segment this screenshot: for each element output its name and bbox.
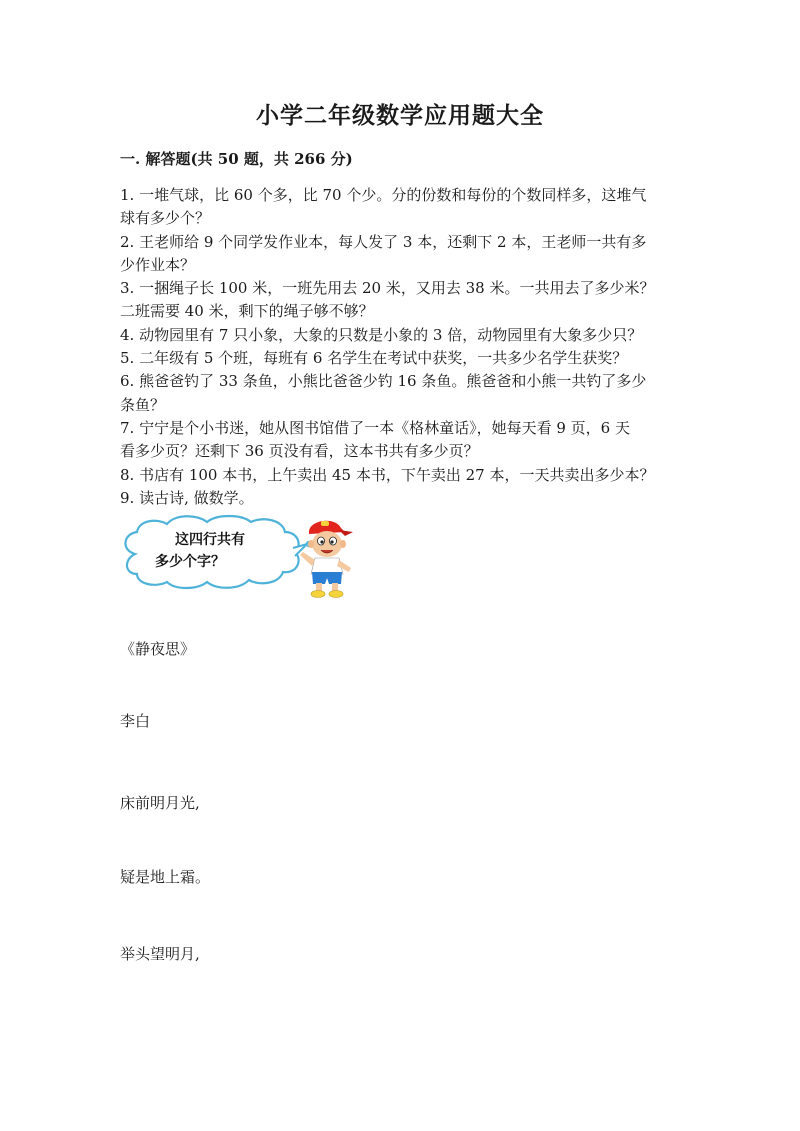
poem-author: 李白 [120, 712, 151, 730]
question-line: 5. 二年级有 5 个班，每班有 6 名学生在考试中获奖，一共多少名学生获奖？ [120, 349, 628, 368]
question-line: 2. 王老师给 9 个同学发作业本，每人发了 3 本，还剩下 2 本，王老师一共有多 [120, 232, 647, 251]
poem-line: 举头望明月, [120, 945, 200, 963]
question-line: 球有多少个？ [120, 209, 211, 228]
question-line: 6. 熊爸爸钓了 33 条鱼，小熊比爸爸少钓 16 条鱼。熊爸爸和小熊一共钓了多少 [120, 372, 647, 391]
question-line: 1. 一堆气球，比 60 个多，比 70 个少。分的份数和每份的个数同样多，这堆气 [120, 186, 647, 204]
question-line: 二班需要 40 米，剩下的绳子够不够？ [120, 302, 374, 321]
poem-title: 《静夜思》 [120, 640, 196, 658]
section-header: 一. 解答题(共 50 题，共 266 分) [120, 150, 353, 168]
question-line: 少作业本？ [120, 255, 196, 274]
question-line: 8. 书店有 100 本书，上午卖出 45 本书，下午卖出 27 本，一天共卖出多少本？ [120, 465, 655, 484]
speech-bubble-illustration [117, 508, 357, 600]
bubble-text-line-1: 这四行共有 [175, 532, 245, 548]
question-line: 看多少页？还剩下 36 页没有看，这本书共有多少页？ [120, 442, 479, 461]
question-line: 3. 一捆绳子长 100 米，一班先用去 20 米，又用去 38 米。一共用去了多少米？ [120, 279, 655, 298]
question-line: 4. 动物园里有 7 只小象，大象的只数是小象的 3 倍，动物园里有大象多少只？ [120, 325, 643, 344]
page-title: 小学二年级数学应用题大全 [256, 102, 544, 129]
question-line: 7. 宁宁是个小书迷，她从图书馆借了一本《格林童话》，她每天看 9 页，6 天 [120, 418, 630, 437]
question-line: 条鱼？ [120, 395, 166, 414]
poem-line: 疑是地上霜。 [120, 868, 211, 886]
question-line: 9. 读古诗, 做数学。 [120, 488, 254, 507]
cartoon-boy-icon [295, 512, 357, 600]
bubble-text-line-2: 多少个字？ [155, 554, 225, 570]
question-list [120, 184, 685, 510]
poem-line: 床前明月光, [120, 794, 200, 812]
